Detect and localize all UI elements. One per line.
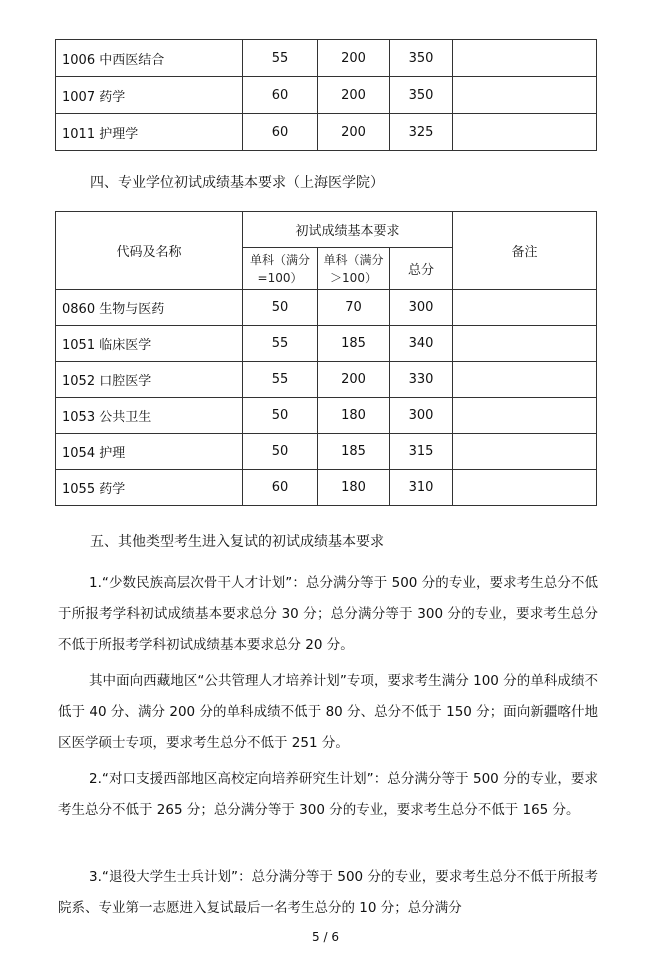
cell-major-name: 1007 药学: [56, 77, 243, 114]
table-row: [56, 290, 597, 326]
cell-single-over-100: 200: [318, 77, 390, 114]
cell-single-over-100: 200: [318, 40, 390, 77]
paragraph-veteran-plan: 3.“退役大学生士兵计划”：总分满分等于 500 分的专业，要求考生总分不低于所报考院系、专业第一志愿进入复试最后一名考生总分的 10 分；总分满分: [58, 869, 598, 916]
cell-note: [453, 398, 597, 434]
cell-single-over-100: 180: [318, 470, 390, 506]
header-single-100: 单科（满分=100）: [243, 248, 318, 290]
cell-major-name: 1011 护理学: [56, 114, 243, 151]
cell-single-100: 55: [243, 362, 318, 398]
cell-note: [453, 290, 597, 326]
cell-single-100: 55: [243, 326, 318, 362]
table-row: [56, 77, 597, 114]
cell-single-100: 50: [243, 434, 318, 470]
table-row: [56, 40, 597, 77]
cell-total: 350: [390, 77, 453, 114]
cell-single-100: 60: [243, 470, 318, 506]
cell-single-over-100: 185: [318, 434, 390, 470]
table-row: [56, 114, 597, 151]
cell-major-name: 1051 临床医学: [56, 326, 243, 362]
header-code-name: 代码及名称: [56, 212, 243, 290]
cell-single-100: 60: [243, 114, 318, 151]
cell-single-over-100: 200: [318, 362, 390, 398]
cell-single-100: 60: [243, 77, 318, 114]
cell-single-100: 50: [243, 290, 318, 326]
header-total: 总分: [390, 248, 453, 290]
table-row: [56, 434, 597, 470]
cell-total: 340: [390, 326, 453, 362]
paragraph-west-support-plan: 2.“对口支援西部地区高校定向培养研究生计划”：总分满分等于 500 分的专业，要求考生总分不低于 265 分；总分满分等于 300 分的专业，要求考生总分不低于 165 分。: [58, 771, 598, 818]
cell-note: [453, 362, 597, 398]
cell-total: 315: [390, 434, 453, 470]
cell-total: 300: [390, 398, 453, 434]
table-row: [56, 470, 597, 506]
cell-note: [453, 114, 597, 151]
cell-single-100: 55: [243, 40, 318, 77]
paragraph-tibet-xinjiang: 其中面向西藏地区“公共管理人才培养计划”专项，要求考生满分 100 分的单科成绩不低于 40 分、满分 200 分的单科成绩不低于 80 分、总分不低于 150 分；面向新疆喀什地区医学硕士专项，要求考生总分不低于 251 分。: [58, 673, 598, 751]
cell-note: [453, 434, 597, 470]
header-requirements-group: 初试成绩基本要求: [243, 212, 453, 248]
cell-single-over-100: 185: [318, 326, 390, 362]
cell-note: [453, 326, 597, 362]
section4-heading: 四、专业学位初试成绩基本要求（上海医学院）: [90, 175, 384, 191]
cell-major-name: 1006 中西医结合: [56, 40, 243, 77]
paragraph-minority-plan: 1.“少数民族高层次骨干人才计划”：总分满分等于 500 分的专业，要求考生总分不低于所报考学科初试成绩基本要求总分 30 分；总分满分等于 300 分的专业，要求考生总分不低于所报考学科初试成绩基本要求总分 20 分。: [58, 575, 598, 653]
table-academic-continued: [55, 39, 597, 151]
cell-note: [453, 40, 597, 77]
table-row: [56, 362, 597, 398]
section5-heading: 五、其他类型考生进入复试的初试成绩基本要求: [90, 534, 384, 550]
cell-single-over-100: 200: [318, 114, 390, 151]
cell-major-name: 0860 生物与医药: [56, 290, 243, 326]
header-note: 备注: [453, 212, 597, 290]
table-professional-degree: [55, 211, 597, 506]
cell-note: [453, 77, 597, 114]
cell-major-name: 1054 护理: [56, 434, 243, 470]
cell-total: 330: [390, 362, 453, 398]
cell-single-100: 50: [243, 398, 318, 434]
cell-major-name: 1052 口腔医学: [56, 362, 243, 398]
cell-single-over-100: 70: [318, 290, 390, 326]
cell-total: 300: [390, 290, 453, 326]
header-single-over-100: 单科（满分＞100）: [318, 248, 390, 290]
cell-major-name: 1053 公共卫生: [56, 398, 243, 434]
table-row: [56, 326, 597, 362]
cell-total: 350: [390, 40, 453, 77]
cell-single-over-100: 180: [318, 398, 390, 434]
cell-note: [453, 470, 597, 506]
page-number: 5 / 6: [312, 930, 339, 944]
cell-total: 325: [390, 114, 453, 151]
table-row: [56, 398, 597, 434]
cell-major-name: 1055 药学: [56, 470, 243, 506]
cell-total: 310: [390, 470, 453, 506]
